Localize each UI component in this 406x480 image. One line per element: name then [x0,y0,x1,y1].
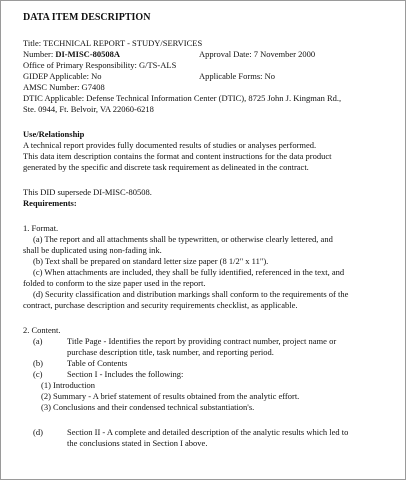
content-item-c [23,369,395,380]
format-item-a-cont: shall be duplicated using non-fading ink. [23,245,162,255]
content-section [23,325,395,449]
requirements-heading: Requirements: [23,198,77,208]
content-item-c-marker: (c) [33,369,43,379]
supersede-line: This DID supersede DI-MISC-80508. [23,187,152,197]
format-item-d: (d) Security classification and distribution markings shall conform to the requirements of the [33,289,349,299]
dtic-line-1: DTIC Applicable: Defense Technical Information Center (DTIC), 8725 John J. Kingman Rd., [23,93,342,103]
content-item-b-marker: (b) [33,358,43,368]
content-c-sub-2: (2) Summary - A brief statement of results obtained from the analytic effort. [41,391,300,401]
content-item-a-marker: (a) [33,336,43,346]
content-c-sub-3: (3) Conclusions and their condensed technical substantiation's. [41,402,255,412]
content-c-sub-1: (1) Introduction [41,380,96,390]
number-value: DI-MISC-80508A [55,49,121,59]
format-item-c-cont: folded to conform to the size paper used in the report. [23,278,206,288]
number-row [23,49,395,60]
applicable-forms: Applicable Forms: No [199,71,276,81]
format-item-d-cont: contract, purchase description and security requirements checklist, as applicable. [23,300,298,310]
supersede-section [23,187,395,209]
content-item-d-line: the conclusions stated in Section I above. [67,438,208,448]
format-item-b: (b) Text shall be prepared on standard letter size paper (8 1/2" x 11"). [33,256,269,266]
opr-line: Office of Primary Responsibility: G/TS-ALS [23,60,177,70]
format-item-a: (a) The report and all attachments shall be typewritten, or otherwise clearly lettered, and [33,234,333,244]
amsc-line: AMSC Number: G7408 [23,82,105,92]
content-item-d-line: Section II - A complete and detailed description of the analytic results which led to [67,427,349,437]
content-heading: 2. Content. [23,325,61,335]
content-item-d [23,427,395,449]
use-line: A technical report provides fully documented results of studies or analyses performed. [23,140,317,150]
content-item-a-line: Title Page - Identifies the report by providing contract number, project name or [67,336,337,346]
document-heading: DATA ITEM DESCRIPTION [23,12,151,23]
gidep-row [23,71,395,82]
content-item-d-marker: (d) [33,427,43,437]
dtic-line-2: Ste. 0944, Ft. Belvoir, VA 22060-6218 [23,104,154,114]
content-item-a-line: purchase description title, task number, and reporting period. [67,347,274,357]
format-section [23,223,395,311]
use-line: This data item description contains the format and content instructions for the data product [23,151,332,161]
use-heading: Use/Relationship [23,129,85,139]
document-content [23,11,395,449]
gidep-applicable: GIDEP Applicable: No [23,71,102,81]
use-section [23,129,395,173]
use-line: generated by the specific and discrete task requirement as delineated in the contract. [23,162,309,172]
number-label: Number: [23,49,56,59]
title-line: Title: TECHNICAL REPORT - STUDY/SERVICES [23,38,203,48]
approval-date: Approval Date: 7 November 2000 [199,49,316,59]
format-item-c: (c) When attachments are included, they shall be fully identified, referenced in the text, and [33,267,345,277]
format-heading: 1. Format. [23,223,59,233]
content-item-c-line: Section I - Includes the following: [67,369,184,379]
content-item-b [23,358,395,369]
content-item-a [23,336,395,358]
content-item-b-line: Table of Contents [67,358,128,368]
